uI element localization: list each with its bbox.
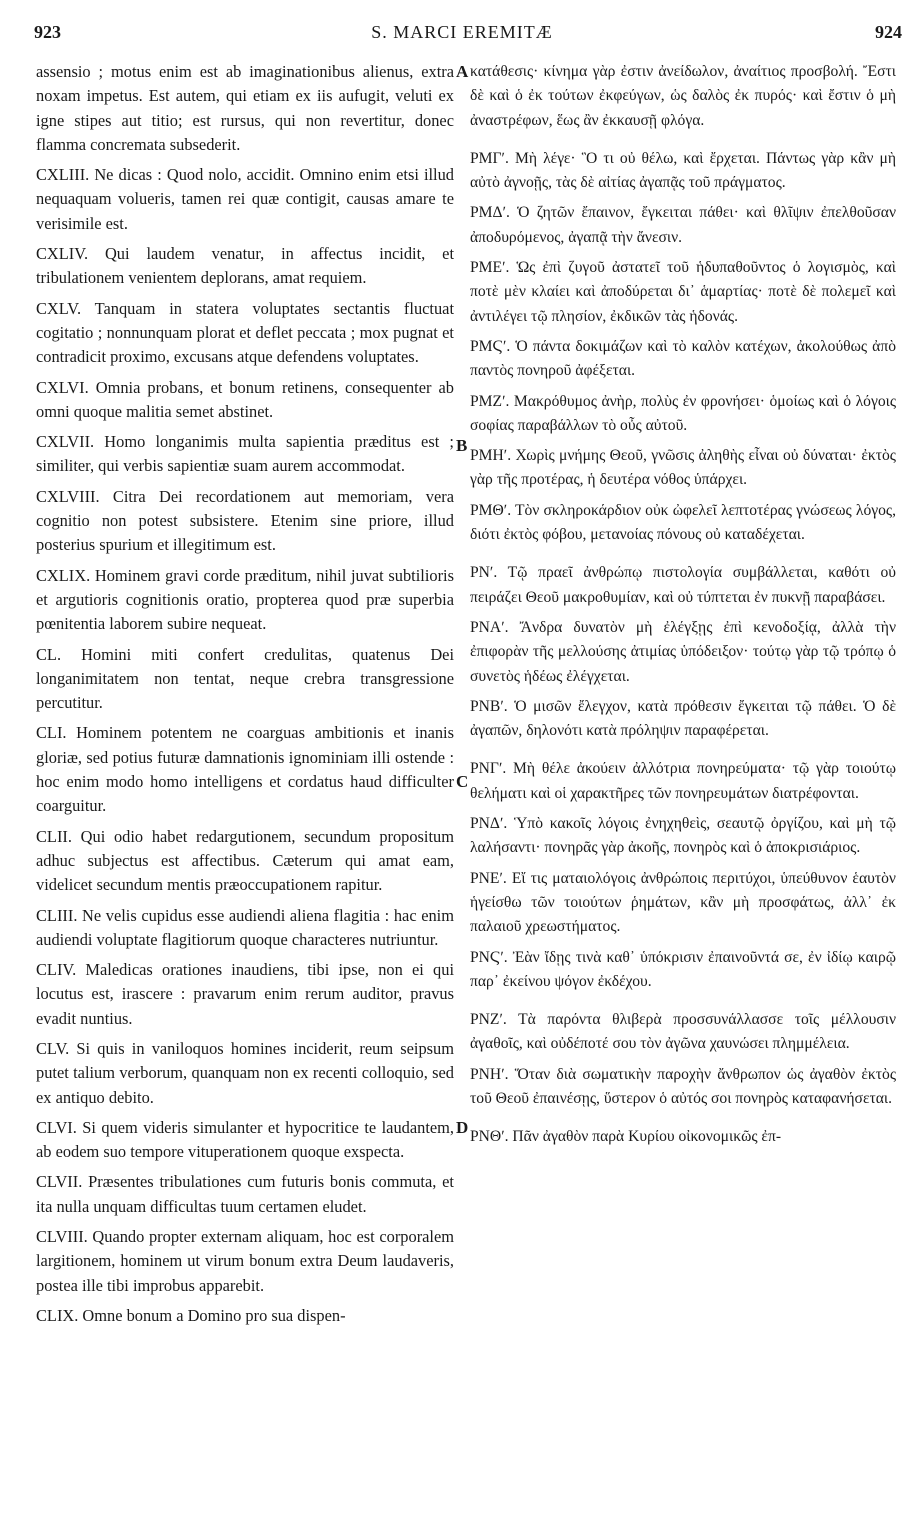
greek-paragraph: ΡΝΑʹ. Ἄνδρα δυνατὸν μὴ ἐλέγξῃς ἐπὶ κενοδοξίᾳ, ἀλλὰ τὴν ἐπιφορὰν τῆς μελλούσης ἀτιμίας ὑπόδειξον· τούτῳ γὰρ τῷ τρόπῳ ὁ συνετὸς ἡδέως ἐλέγχεται. — [470, 618, 896, 685]
margin-letter-c: C — [456, 772, 469, 791]
greek-paragraph: ΡΝΘʹ. Πᾶν ἀγαθὸν παρὰ Κυρίου οἰκονομικῶς ἐπ- — [470, 1128, 782, 1146]
greek-paragraph: ΡΝΒʹ. Ὁ μισῶν ἔλεγχον, κατὰ πρόθεσιν ἔγκειται τῷ πάθει. Ὁ δὲ ἀγαπῶν, δηλονότι κατὰ πρόληψιν παραφέρεται. — [470, 697, 896, 740]
greek-paragraph: κατάθεσις· κίνημα γὰρ ἐστιν ἀνείδωλον, ἀναίτιος προσβολή. Ἔστι δὲ καὶ ὁ ἐκ τούτων ἐκφεύγων, ὡς δαλὸς ἐκ πυρός· καὶ ἔστιν ὁ μὴ ἀναστρέφων, ἕως ἂν ἐκκαυσῇ φλόγα. — [470, 63, 896, 129]
margin-letter-b: B — [456, 436, 468, 455]
left-page-number: 923 — [34, 22, 61, 42]
running-title: S. MARCI EREMITÆ — [371, 22, 553, 42]
greek-column — [470, 60, 896, 1156]
greek-paragraph: ΡΝΓʹ. Μὴ θέλε ἀκούειν ἀλλότρια πονηρεύματα· τῷ γὰρ τοιούτῳ θελήματι καὶ οἱ χαρακτῆρες τῶν πονηρευμάτων διατρέφονται. — [470, 760, 896, 802]
latin-paragraph: CLIII. Ne velis cupidus esse audiendi aliena flagitia : hac enim audiendi voluptate flagitiorum quoque characteres nutriuntur. — [36, 905, 454, 949]
margin-letter-a: A — [456, 62, 469, 81]
latin-paragraph: CXLIV. Qui laudem venatur, in affectus incidit, et tribulationem venientem deplorans, amat requiem. — [36, 244, 454, 288]
latin-column — [36, 60, 454, 1334]
greek-paragraph: ΡΜΗʹ. Χωρὶς μνήμης Θεοῦ, γνῶσις ἀληθὴς εἶναι οὐ δύναται· ἐκτὸς γὰρ τῆς προτέρας, ἡ δευτέρα νόθος ὑπάρχει. — [470, 447, 896, 489]
latin-paragraph: CLVI. Si quem videris simulanter et hypocritice te laudantem, ab eodem suo tempore vituperationem quoque exspecta. — [36, 1117, 454, 1162]
latin-paragraph: CLVIII. Quando propter externam aliquam, hoc est corporalem largitionem, hominem ut virum bonum extra Deum laudaveris, postea ille tibi improbus apparebit. — [36, 1227, 454, 1295]
latin-paragraph: CLIX. Omne bonum a Domino pro sua dispen- — [36, 1305, 346, 1325]
greek-paragraph: ΡΝʹ. Τῷ πραεῖ ἀνθρώπῳ πιστολογία συμβάλλεται, καθότι οὐ πειράζει Θεοῦ μακροθυμίαν, καὶ οὐ τύπτεται ἐν πυκνῇ παραβάσει. — [470, 564, 896, 606]
greek-paragraph: ΡΜϚʹ. Ὁ πάντα δοκιμάζων καὶ τὸ καλὸν κατέχων, ἀκολούθως ἀπὸ παντὸς πονηροῦ ἀφέξεται. — [470, 337, 896, 380]
latin-paragraph: CLI. Hominem potentem ne coarguas ambitionis et inanis gloriæ, sed potius futuræ damnationis ignominiam illi ostende : hoc enim modo homo intelligens et cordatus haud difficulter coarguitur. — [36, 723, 454, 816]
latin-paragraph: CXLIII. Ne dicas : Quod nolo, accidit. Omnino enim etsi illud nequaquam volueris, tamen rei quæ contigit, causas amare te verisimile est. — [36, 165, 454, 233]
greek-paragraph: ΡΝΔʹ. Ὑπὸ κακοῖς λόγοις ἐνηχηθεὶς, σεαυτῷ ὀργίζου, καὶ μὴ τῷ λαλήσαντι· πονηρᾶς γὰρ ἀκοῆς, πονηρὸς καὶ ὁ ἀποκρισιάριος. — [470, 815, 896, 857]
greek-paragraph: ΡΝΕʹ. Εἴ τις ματαιολόγοις ἀνθρώποις περιτύχοι, ὑπεύθυνον ἑαυτὸν ἡγείσθω τῶν τοιούτων ῥημάτων, κἂν μὴ προσφάτως, ἀλλ᾽ ἐκ παλαιοῦ χρεωστήματος. — [470, 869, 896, 936]
latin-paragraph: CL. Homini miti confert credulitas, quatenus Dei longanimitatem non tentat, neque crebra transgressione percutitur. — [36, 644, 454, 713]
greek-paragraph: ΡΜΔʹ. Ὁ ζητῶν ἔπαινον, ἔγκειται πάθει· καὶ θλῖψιν ἐπελθοῦσαν ἀποδυρόμενος, ἀγαπᾷ τὴν ἄνεσιν. — [470, 204, 896, 246]
greek-paragraph: ΡΜΖʹ. Μακρόθυμος ἀνὴρ, πολὺς ἐν φρονήσει· ὁμοίως καὶ ὁ λόγοις σοφίας παραβάλλων τὸ οὖς αὐτοῦ. — [470, 392, 896, 434]
greek-paragraph: ΡΜΕʹ. Ὡς ἐπὶ ζυγοῦ ἀστατεῖ τοῦ ἡδυπαθοῦντος ὁ λογισμὸς, καὶ ποτὲ μὲν κλαίει καὶ ἀποδύρεται δι᾽ ἁμαρτίας· ποτὲ δὲ πολεμεῖ καὶ ἀντιλέγει τῷ πλησίον, ἐκδικῶν τὰς ἡδονάς. — [470, 259, 896, 325]
latin-paragraph: CXLVI. Omnia probans, et bonum retinens, consequenter ab omni quoque malitia semet abstinet. — [36, 377, 454, 421]
greek-paragraph: ΡΜΓʹ. Μὴ λέγε· Ὃ τι οὐ θέλω, καὶ ἔρχεται. Πάντως γὰρ κἂν μὴ αὐτὸ ἀγνοῇς, τὰς δὲ αἰτίας ἀγαπᾷς τοῦ πράγματος. — [470, 149, 896, 192]
latin-paragraph: CXLVII. Homo longanimis multa sapientia præditus est ; similiter, qui verbis sapientiæ suam aurem accommodat. — [36, 432, 454, 476]
latin-paragraph: CLVII. Præsentes tribulationes cum futuris bonis commuta, et ita nulla unquam difficultas tuum certamen eludet. — [36, 1172, 454, 1216]
latin-paragraph: CLIV. Maledicas orationes inaudiens, tibi ipse, non ei qui locutus est, irascere : pravarum enim rerum auditor, pravus evadit nuntius. — [36, 960, 454, 1028]
greek-paragraph: ΡΜΘʹ. Τὸν σκληροκάρδιον οὐκ ὠφελεῖ λεπτοτέρας γνώσεως λόγος, διότι ἐκτὸς φόβου, μετανοίας πόνους οὐ καταδέχεται. — [470, 501, 896, 544]
latin-paragraph: CLV. Si quis in vaniloquos homines inciderit, reum seipsum putet talium verborum, quanquam non ex recenti colloquio, sed ex antiquo debito. — [36, 1038, 454, 1107]
latin-paragraph: CXLV. Tanquam in statera voluptates sectantis fluctuat cogitatio ; nonnunquam plorat et deflet peccata ; mox pugnat et contradicit proximo, excusans atque defendens voluptates. — [36, 298, 454, 367]
margin-letter-d: D — [456, 1118, 469, 1137]
latin-paragraph: CXLIX. Hominem gravi corde præditum, nihil juvat subtilioris et argutioris cognitionis oratio, propterea quod præ superbia pœnitentia laborem subire nequeat. — [36, 565, 454, 634]
latin-paragraph: CXLVIII. Citra Dei recordationem aut memoriam, vera cognitio non potest subsistere. Etenim sine priore, illud posterius spurium et illegitimum est. — [36, 486, 454, 555]
greek-paragraph: ΡΝΖʹ. Τὰ παρόντα θλιβερὰ προσσυνάλλασσε τοῖς μέλλουσιν ἀγαθοῖς, καὶ οὐδέποτέ σου τὸν ἀγῶνα χαυνώσει πλημμέλεια. — [470, 1011, 896, 1053]
greek-paragraph: ΡΝϚʹ. Ἐὰν ἴδῃς τινὰ καθ᾽ ὑπόκρισιν ἐπαινοῦντά σε, ἐν ἰδίῳ καιρῷ παρ᾽ ἐκείνου ψόγον ἐκδέχου. — [470, 948, 896, 990]
latin-paragraph: CLII. Qui odio habet redargutionem, secundum propositum adhuc subjectus est affectibus. Cæterum qui amat eam, videlicet secundum mentis præoccupationem rapitur. — [36, 826, 454, 895]
greek-paragraph: ΡΝΗʹ. Ὅταν διὰ σωματικὴν παροχὴν ἄνθρωπον ὡς ἀγαθὸν ἐκτὸς τοῦ Θεοῦ ἐπαινέσῃς, ὕστερον ὁ αὐτός σοι πονηρὸς καταφανήσεται. — [470, 1065, 896, 1107]
right-page-number: 924 — [875, 22, 902, 42]
page-header — [0, 22, 924, 52]
latin-paragraph: assensio ; motus enim est ab imaginationibus alienus, extra noxam impetus. Est autem, qui etiam ex iis aufugit, veluti ex igne stipes aut titio; est rursus, qui non revertitur, donec flamma concremata subsederit. — [36, 62, 454, 154]
